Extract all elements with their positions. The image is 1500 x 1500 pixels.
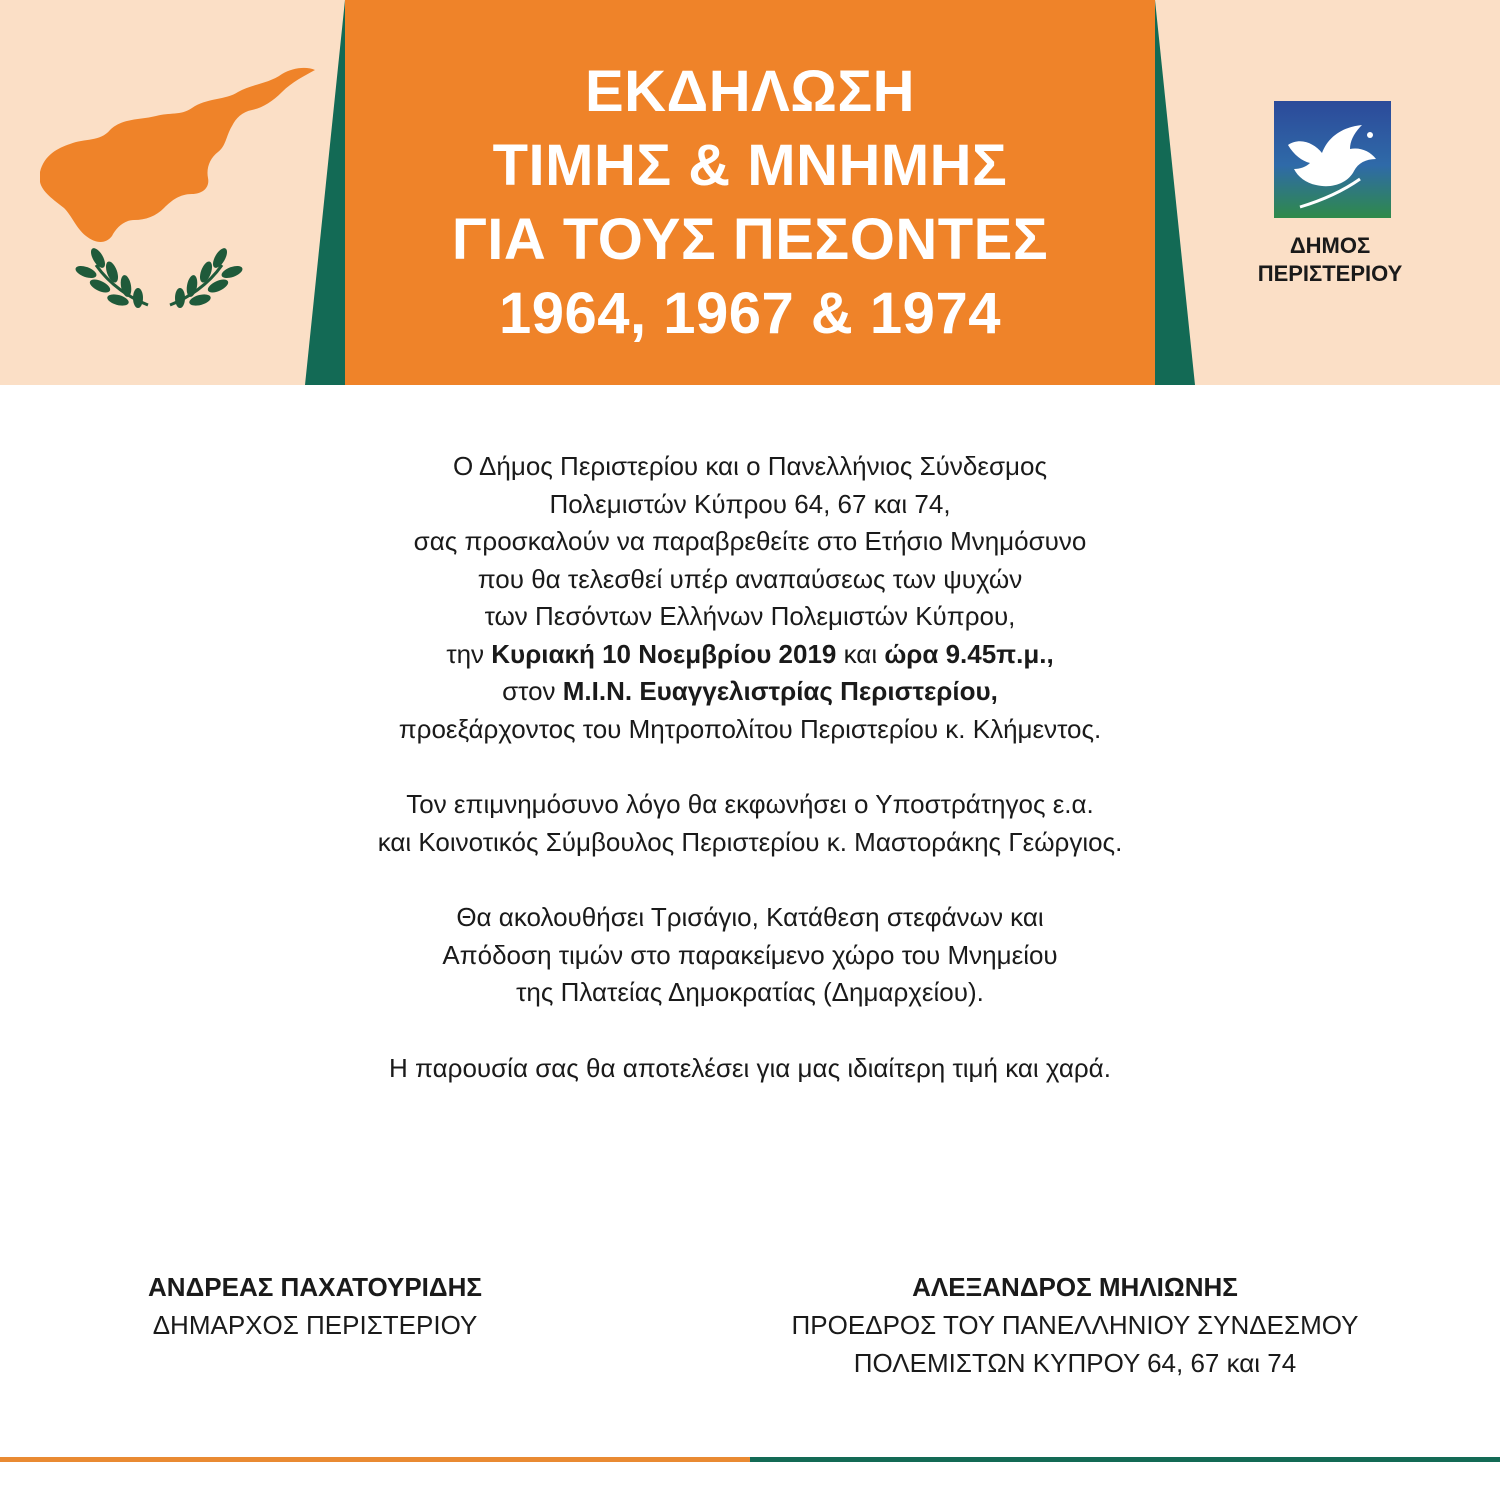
date-time-line: [150, 636, 1350, 674]
municipality-line-2: ΠΕΡΙΣΤΕΡΙΟΥ: [1257, 261, 1403, 286]
island-shape: [40, 68, 315, 242]
title-line-4: 1964, 1967 & 1974: [499, 281, 1001, 346]
body-line: Τον επιμνημόσυνο λόγο θα εκφωνήσει ο Υποστράτηγος ε.α.: [406, 789, 1094, 819]
body-line: προεξάρχοντος του Μητροπολίτου Περιστερίου κ. Κλήμεντος.: [398, 713, 1102, 744]
event-time: ώρα 9.45π.μ.,: [884, 638, 1054, 669]
title-line-3: ΓΙΑ ΤΟΥΣ ΠΕΣΟΝΤΕΣ: [451, 207, 1049, 272]
body-line: και Κοινοτικός Σύμβουλος Περιστερίου κ. Μαστοράκης Γεώργιος.: [377, 826, 1123, 857]
body-line: Πολεμιστών Κύπρου 64, 67 και 74,: [549, 488, 951, 519]
body-line: της Πλατείας Δημοκρατίας (Δημαρχείου).: [516, 977, 984, 1007]
body-line: σας προσκαλούν να παραβρεθείτε στο Ετήσιο Μνημόσυνο: [413, 526, 1087, 556]
logo-dot: [1367, 132, 1373, 138]
invitation-text: [150, 448, 1350, 1087]
signature-mayor: [60, 1268, 570, 1344]
paragraph-gap: [150, 748, 1350, 786]
olive-branches-icon: [74, 246, 244, 308]
cyprus-flag-icon: [30, 60, 330, 320]
body-line: Θα ακολουθήσει Τρισάγιο, Κατάθεση στεφάνων και: [456, 902, 1044, 932]
event-venue: Μ.Ι.Ν. Ευαγγελιστρίας Περιστερίου,: [562, 676, 998, 706]
header-banner: [0, 0, 1500, 385]
municipality-line-1: ΔΗΜΟΣ: [1289, 233, 1371, 258]
mayor-name: ΑΝΔΡΕΑΣ ΠΑΧΑΤΟΥΡΙΔΗΣ: [148, 1272, 482, 1302]
closing-line: Η παρουσία σας θα αποτελέσει για μας ιδιαίτερη τιμή και χαρά.: [389, 1052, 1111, 1083]
municipality-name: [1205, 232, 1455, 288]
event-title: [345, 55, 1155, 351]
venue-prefix: στον: [502, 676, 563, 706]
president-title-line-1: ΠΡΟΕΔΡΟΣ ΤΟΥ ΠΑΝΕΛΛΗΝΙΟΥ ΣΥΝΔΕΣΜΟΥ: [791, 1310, 1359, 1340]
president-name: ΑΛΕΞΑΝΔΡΟΣ ΜΗΛΙΩΝΗΣ: [912, 1272, 1238, 1302]
paragraph-gap: [150, 1012, 1350, 1050]
footer-line-orange: [0, 1457, 750, 1462]
mayor-title: ΔΗΜΑΡΧΟΣ ΠΕΡΙΣΤΕΡΙΟΥ: [152, 1310, 478, 1340]
ribbon-right-fold: [1155, 0, 1195, 385]
venue-line: [150, 673, 1350, 711]
date-connector: και: [836, 638, 885, 669]
body-line: Απόδοση τιμών στο παρακείμενο χώρο του Μνημείου: [442, 939, 1058, 970]
body-line: Ο Δήμος Περιστερίου και ο Πανελλήνιος Σύνδεσμος: [453, 451, 1047, 481]
body-line: που θα τελεσθεί υπέρ αναπαύσεως των ψυχών: [477, 563, 1023, 594]
paragraph-gap: [150, 861, 1350, 899]
president-title-line-2: ΠΟΛΕΜΙΣΤΩΝ ΚΥΠΡΟΥ 64, 67 και 74: [853, 1348, 1297, 1378]
event-date: Κυριακή 10 Νοεμβρίου 2019: [491, 638, 837, 669]
footer-line-green: [750, 1457, 1500, 1462]
dove-logo-icon: [1270, 97, 1395, 222]
signature-president: [700, 1268, 1450, 1382]
date-prefix: την: [446, 638, 492, 669]
title-line-1: ΕΚΔΗΛΩΣΗ: [584, 59, 916, 124]
body-line: των Πεσόντων Ελλήνων Πολεμιστών Κύπρου,: [484, 601, 1016, 631]
title-line-2: ΤΙΜΗΣ & ΜΝΗΜΗΣ: [492, 133, 1008, 198]
